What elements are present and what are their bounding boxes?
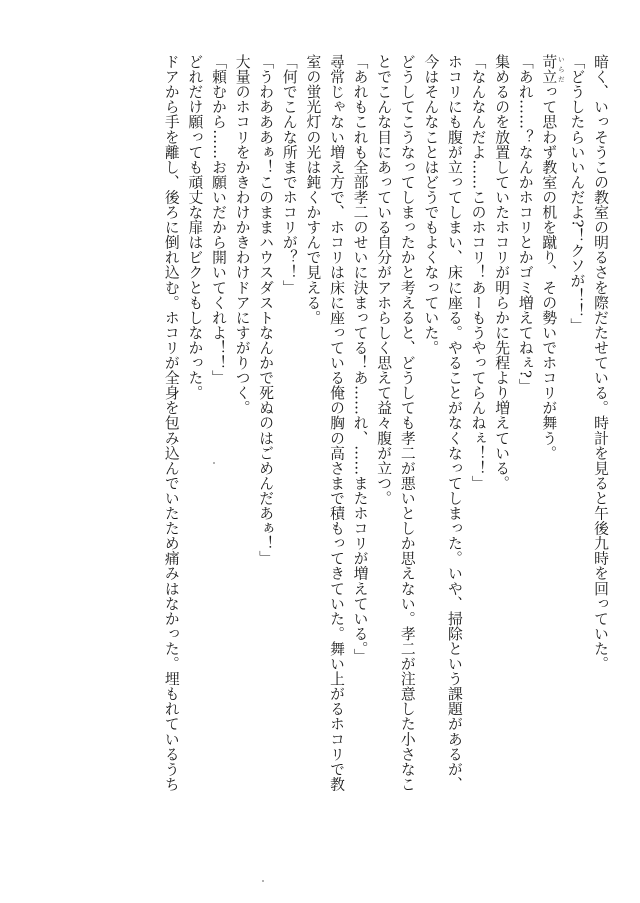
text-line-2: 「どうしたらいいんだよ?！クソが！！」 [568, 54, 586, 334]
text-line-14: 「何でこんな所までホコリが？！」 [280, 54, 298, 295]
text-line-11: 「あれもこれも全部孝二のせいに決まってる！あ……れ、……またホコリが増えている。」 [351, 54, 369, 664]
text-line-9: どうしてこうなってしまったかと考えると、どうしても孝二が悪いとしか思えない。孝二が注意した小さなこ [398, 54, 416, 792]
vertical-text-body [159, 54, 612, 854]
text-line-8: 今はそんなことはどうでもよくなっていた。 [422, 54, 440, 355]
text-line-17: 「頼むから……お願いだから開いてくれよ！！」 [210, 54, 227, 386]
text-line-10: とでこんな目にあっている自分がアホらしく思えて益々腹が立つ。 [375, 54, 393, 506]
text-line-1: 暗く、いっそうこの教室の明るさを際だたせている。時計を見ると午後九時を回っていた。 [592, 54, 609, 672]
scan-speck [262, 880, 264, 882]
text-line-5: 集めるのを放置していたホコリが明らかに先程より増えている。 [493, 54, 511, 491]
text-line-15: 「うわあああぁ！このままハウスダストなんかで死ぬのはごめんだあぁ！」 [257, 54, 275, 566]
scan-speck [213, 462, 215, 464]
text-line-4: 「あれ……？なんかホコリとかゴミ増えてねぇ?」 [516, 54, 534, 394]
ruby-word [540, 54, 565, 85]
ruby-base: 苛立 [540, 54, 558, 85]
text-line-19: ドアから手を離し、後ろに倒れ込む。ホコリが全身を包み込んでいたため痛みはなかった。埋もれているうち [162, 54, 180, 792]
text-line-3 [537, 54, 565, 854]
text-line-12: 尋常じゃない増え方で、ホコリは床に座っている俺の胸の高さまで積もってきていた。舞い上がるホコリで教 [327, 54, 345, 792]
text-line-7: ホコリにも腹が立ってしまい、床に座る。やることがなくなってしまった。いや、掃除という課題があるが、 [445, 54, 463, 792]
text-line-13: 室の蛍光灯の光は鈍くかすんで見える。 [304, 54, 322, 325]
text-line-18: どれだけ願っても頑丈な扉はビクともしなかった。 [186, 54, 204, 401]
text-line-3-rest: って思わず教室の机を蹴り、その勢いでホコリが舞う。 [540, 84, 558, 461]
text-line-6: 「なんなんだよ……このホコリ！あーもうやってらんねぇ！！」 [469, 54, 487, 491]
text-line-16: 大量のホコリをかきわけかきわけドアにすがりつく。 [233, 54, 251, 416]
ruby-reading: いらだ [556, 54, 565, 85]
